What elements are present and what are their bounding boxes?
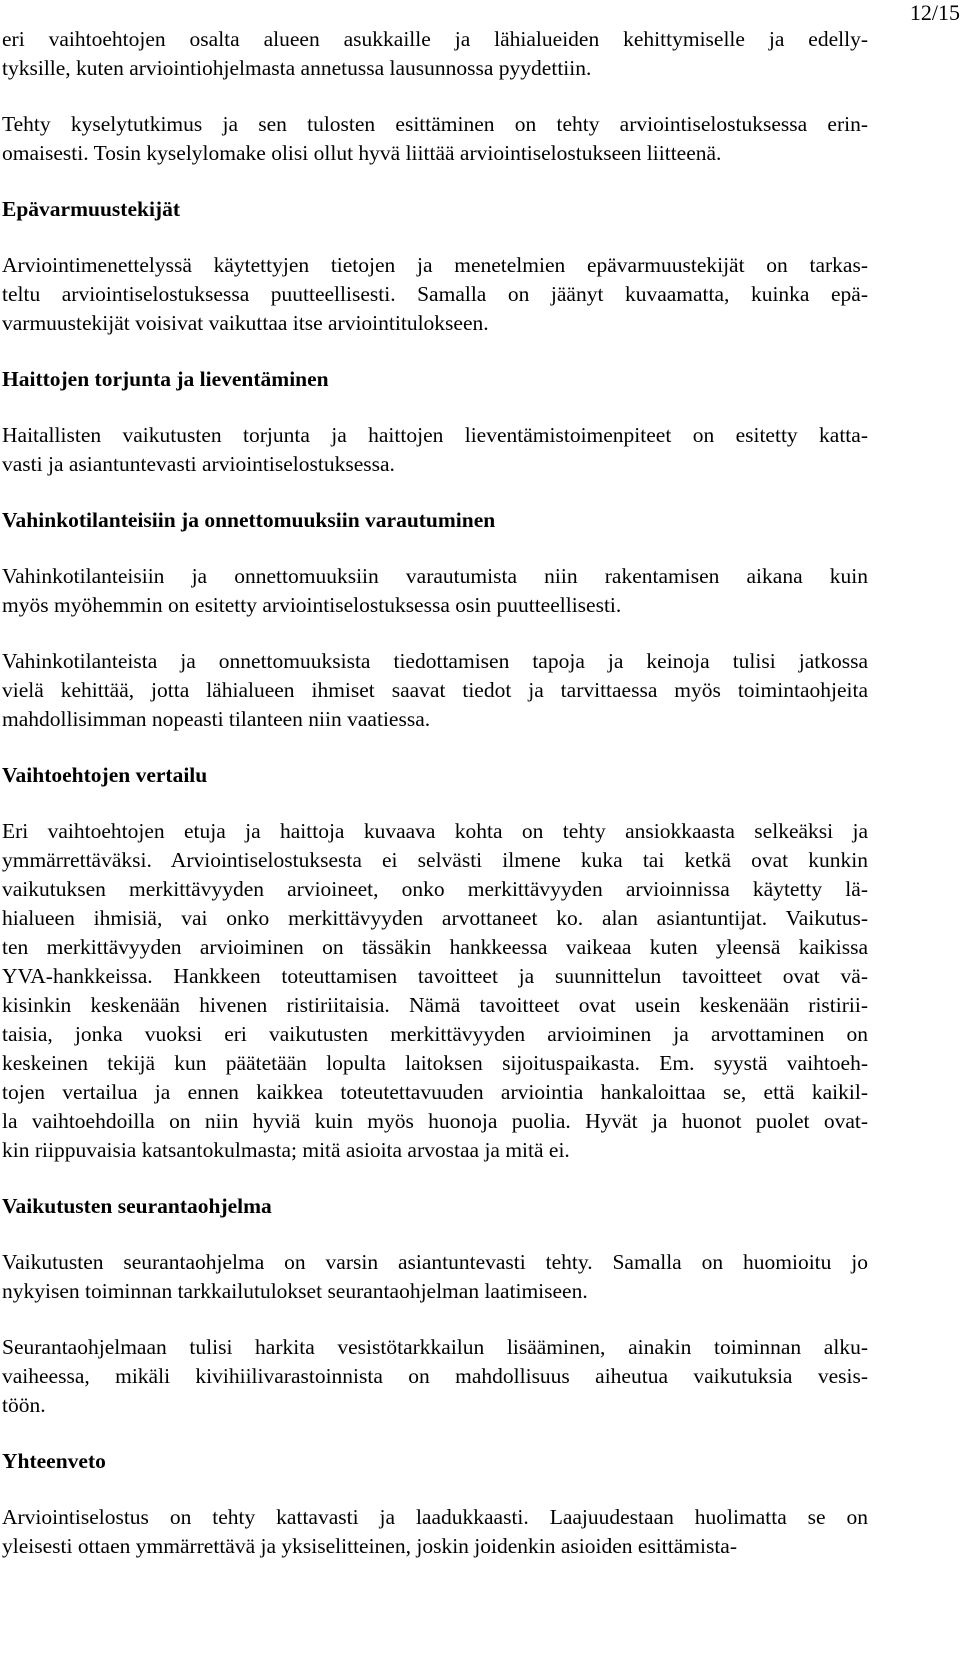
- text-line: ymmärrettäväksi. Arviointiselostuksesta ei selvästi ilmene kuka tai ketkä ovat kunkin: [2, 848, 868, 872]
- page-number: 12/15: [909, 0, 960, 25]
- paragraph-gap: [2, 168, 868, 195]
- text-line: vaiheessa, mikäli kivihiilivarastoinnista on mahdollisuus aiheutua vaikutuksia vesis-: [2, 1364, 868, 1388]
- text-line: Seurantaohjelmaan tulisi harkita vesistötarkkailun lisääminen, ainakin toiminnan alku-: [2, 1335, 868, 1359]
- text-line: ten merkittävyyden arvioiminen on tässäkin hankkeessa vaikeaa kuten yleensä kaikissa: [2, 935, 868, 959]
- paragraph-gap: [2, 535, 868, 562]
- paragraph-gap: [2, 83, 868, 110]
- paragraph-gap: [2, 224, 868, 251]
- text-line: Vahinkotilanteisiin ja onnettomuuksiin varautumista niin rakentamisen aikana kuin: [2, 564, 868, 588]
- text-line: töön.: [2, 1393, 46, 1417]
- text-line: la vaihtoehdoilla on niin hyviä kuin myös huonoja puolia. Hyvät ja huonot puolet ovat-: [2, 1109, 868, 1133]
- text-line: Haitallisten vaikutusten torjunta ja haittojen lieventämistoimenpiteet on esitetty katta-: [2, 423, 868, 447]
- text-line: Yhteenveto: [2, 1449, 106, 1473]
- paragraph-gap: [2, 1420, 868, 1447]
- text-line: Vaikutusten seurantaohjelma on varsin asiantuntevasti tehty. Samalla on huomioitu jo: [2, 1250, 868, 1274]
- text-line: teltu arviointiselostuksessa puutteellisesti. Samalla on jäänyt kuvaamatta, kuinka epä-: [2, 282, 868, 306]
- paragraph: [2, 110, 868, 168]
- text-line: yleisesti ottaen ymmärrettävä ja yksiselitteinen, joskin joidenkin asioiden esittämista-: [2, 1534, 738, 1558]
- section-heading: [2, 506, 868, 535]
- text-line: tyksille, kuten arviointiohjelmasta annetussa lausunnossa pyydettiin.: [2, 56, 592, 80]
- text-line: Tehty kyselytutkimus ja sen tulosten esittäminen on tehty arviointiselostuksessa erin-: [2, 112, 868, 136]
- paragraph-gap: [2, 479, 868, 506]
- text-line: myös myöhemmin on esitetty arviointiselostuksessa osin puutteellisesti.: [2, 593, 622, 617]
- paragraph: [2, 562, 868, 620]
- text-line: Arviointiselostus on tehty kattavasti ja laadukkaasti. Laajuudestaan huolimatta se on: [2, 1505, 868, 1529]
- text-line: Haittojen torjunta ja lieventäminen: [2, 367, 329, 391]
- paragraph: [2, 421, 868, 479]
- text-line: varmuustekijät voisivat vaikuttaa itse arviointitulokseen.: [2, 311, 489, 335]
- text-line: Vahinkotilanteisiin ja onnettomuuksiin varautuminen: [2, 508, 496, 532]
- text-line: hialueen ihmisiä, vai onko merkittävyyden arvottaneet ko. alan asiantuntijat. Vaikutus-: [2, 906, 868, 930]
- paragraph: [2, 251, 868, 338]
- text-line: Eri vaihtoehtojen etuja ja haittoja kuvaava kohta on tehty ansiokkaasta selkeäksi ja: [2, 819, 868, 843]
- text-line: nykyisen toiminnan tarkkailutulokset seurantaohjelman laatimiseen.: [2, 1279, 588, 1303]
- paragraph-gap: [2, 790, 868, 817]
- paragraph-gap: [2, 394, 868, 421]
- paragraph-gap: [2, 1165, 868, 1192]
- text-line: vasti ja asiantuntevasti arviointiselostuksessa.: [2, 452, 395, 476]
- section-heading: [2, 1447, 868, 1476]
- paragraph-gap: [2, 1306, 868, 1333]
- text-line: vaikutuksen merkittävyyden arvioineet, onko merkittävyyden arvioinnissa käytetty lä-: [2, 877, 868, 901]
- text-line: eri vaihtoehtojen osalta alueen asukkaille ja lähialueiden kehittymiselle ja edelly-: [2, 27, 868, 51]
- paragraph: [2, 1248, 868, 1306]
- paragraph-gap: [2, 620, 868, 647]
- section-heading: [2, 365, 868, 394]
- text-line: kisinkin keskenään hivenen ristiriitaisia. Nämä tavoitteet ovat usein keskenään ristirii-: [2, 993, 868, 1017]
- document-body: [2, 25, 868, 1561]
- paragraph-gap: [2, 1221, 868, 1248]
- paragraph: [2, 1333, 868, 1420]
- text-line: vielä kehittää, jotta lähialueen ihmiset saavat tiedot ja tarvittaessa myös toimintaohjeita: [2, 678, 868, 702]
- section-heading: [2, 195, 868, 224]
- text-line: Vaikutusten seurantaohjelma: [2, 1194, 272, 1218]
- text-line: Epävarmuustekijät: [2, 197, 180, 221]
- paragraph: [2, 1503, 868, 1561]
- text-line: kin riippuvaisia katsantokulmasta; mitä asioita arvostaa ja mitä ei.: [2, 1138, 570, 1162]
- text-line: omaisesti. Tosin kyselylomake olisi ollut hyvä liittää arviointiselostukseen liitteenä.: [2, 141, 722, 165]
- text-line: Vahinkotilanteista ja onnettomuuksista tiedottamisen tapoja ja keinoja tulisi jatkossa: [2, 649, 868, 673]
- paragraph-gap: [2, 734, 868, 761]
- text-line: YVA-hankkeissa. Hankkeen toteuttamisen tavoitteet ja suunnittelun tavoitteet ovat vä-: [2, 964, 868, 988]
- text-line: mahdollisimman nopeasti tilanteen niin vaatiessa.: [2, 707, 431, 731]
- text-line: Arviointimenettelyssä käytettyjen tietojen ja menetelmien epävarmuustekijät on tarkas-: [2, 253, 868, 277]
- text-line: Vaihtoehtojen vertailu: [2, 763, 208, 787]
- paragraph: [2, 25, 868, 83]
- paragraph-gap: [2, 338, 868, 365]
- text-line: tojen vertailua ja ennen kaikkea toteutettavuuden arviointia hankaloittaa se, että kaikil-: [2, 1080, 868, 1104]
- section-heading: [2, 1192, 868, 1221]
- section-heading: [2, 761, 868, 790]
- paragraph: [2, 647, 868, 734]
- paragraph-gap: [2, 1476, 868, 1503]
- paragraph: [2, 817, 868, 1165]
- text-line: keskeinen tekijä kun päätetään lopulta laitoksen sijoituspaikasta. Em. syystä vaihtoeh-: [2, 1051, 868, 1075]
- text-line: taisia, jonka vuoksi eri vaikutusten merkittävyyden arvioiminen ja arvottaminen on: [2, 1022, 868, 1046]
